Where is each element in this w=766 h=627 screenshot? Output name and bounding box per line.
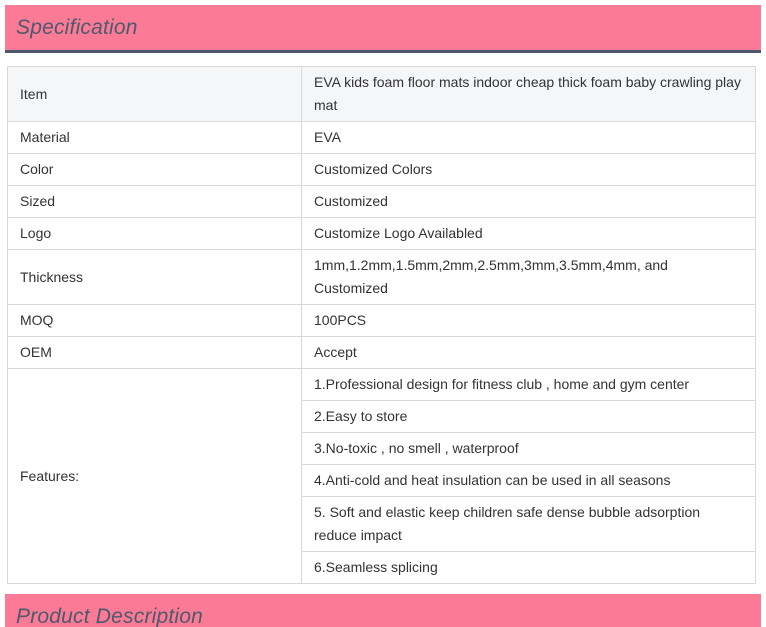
- spec-label-color: Color: [8, 154, 302, 186]
- table-row: [8, 154, 756, 186]
- spec-label-oem: OEM: [8, 337, 302, 369]
- spec-label-features: Features:: [8, 369, 302, 584]
- spec-value-moq: 100PCS: [302, 305, 756, 337]
- product-description-banner: [5, 594, 761, 627]
- table-row: [8, 337, 756, 369]
- feature-item-5: 5. Soft and elastic keep children safe dense bubble adsorption reduce impact: [302, 497, 756, 552]
- spec-label-item: Item: [8, 67, 302, 122]
- specification-table-container: [7, 66, 756, 584]
- table-row: [8, 186, 756, 218]
- spec-value-item: EVA kids foam floor mats indoor cheap thick foam baby crawling play mat: [302, 67, 756, 122]
- spec-value-color: Customized Colors: [302, 154, 756, 186]
- spec-label-logo: Logo: [8, 218, 302, 250]
- table-row: [8, 250, 756, 305]
- specification-table: [7, 66, 756, 584]
- spec-value-logo: Customize Logo Availabled: [302, 218, 756, 250]
- product-description-title: Product Description: [16, 604, 204, 627]
- specification-banner: [5, 5, 761, 53]
- spec-value-sized: Customized: [302, 186, 756, 218]
- table-row: [8, 369, 756, 401]
- spec-label-sized: Sized: [8, 186, 302, 218]
- table-row: [8, 67, 756, 122]
- spec-label-thickness: Thickness: [8, 250, 302, 305]
- spec-value-oem: Accept: [302, 337, 756, 369]
- table-row: [8, 305, 756, 337]
- table-row: [8, 122, 756, 154]
- table-row: [8, 218, 756, 250]
- feature-item-2: 2.Easy to store: [302, 401, 756, 433]
- spec-value-thickness: 1mm,1.2mm,1.5mm,2mm,2.5mm,3mm,3.5mm,4mm, and Customized: [302, 250, 756, 305]
- feature-item-4: 4.Anti-cold and heat insulation can be used in all seasons: [302, 465, 756, 497]
- feature-item-3: 3.No-toxic , no smell , waterproof: [302, 433, 756, 465]
- feature-item-6: 6.Seamless splicing: [302, 552, 756, 584]
- feature-item-1: 1.Professional design for fitness club , home and gym center: [302, 369, 756, 401]
- spec-label-material: Material: [8, 122, 302, 154]
- specification-title: Specification: [16, 15, 138, 39]
- spec-value-material: EVA: [302, 122, 756, 154]
- spec-label-moq: MOQ: [8, 305, 302, 337]
